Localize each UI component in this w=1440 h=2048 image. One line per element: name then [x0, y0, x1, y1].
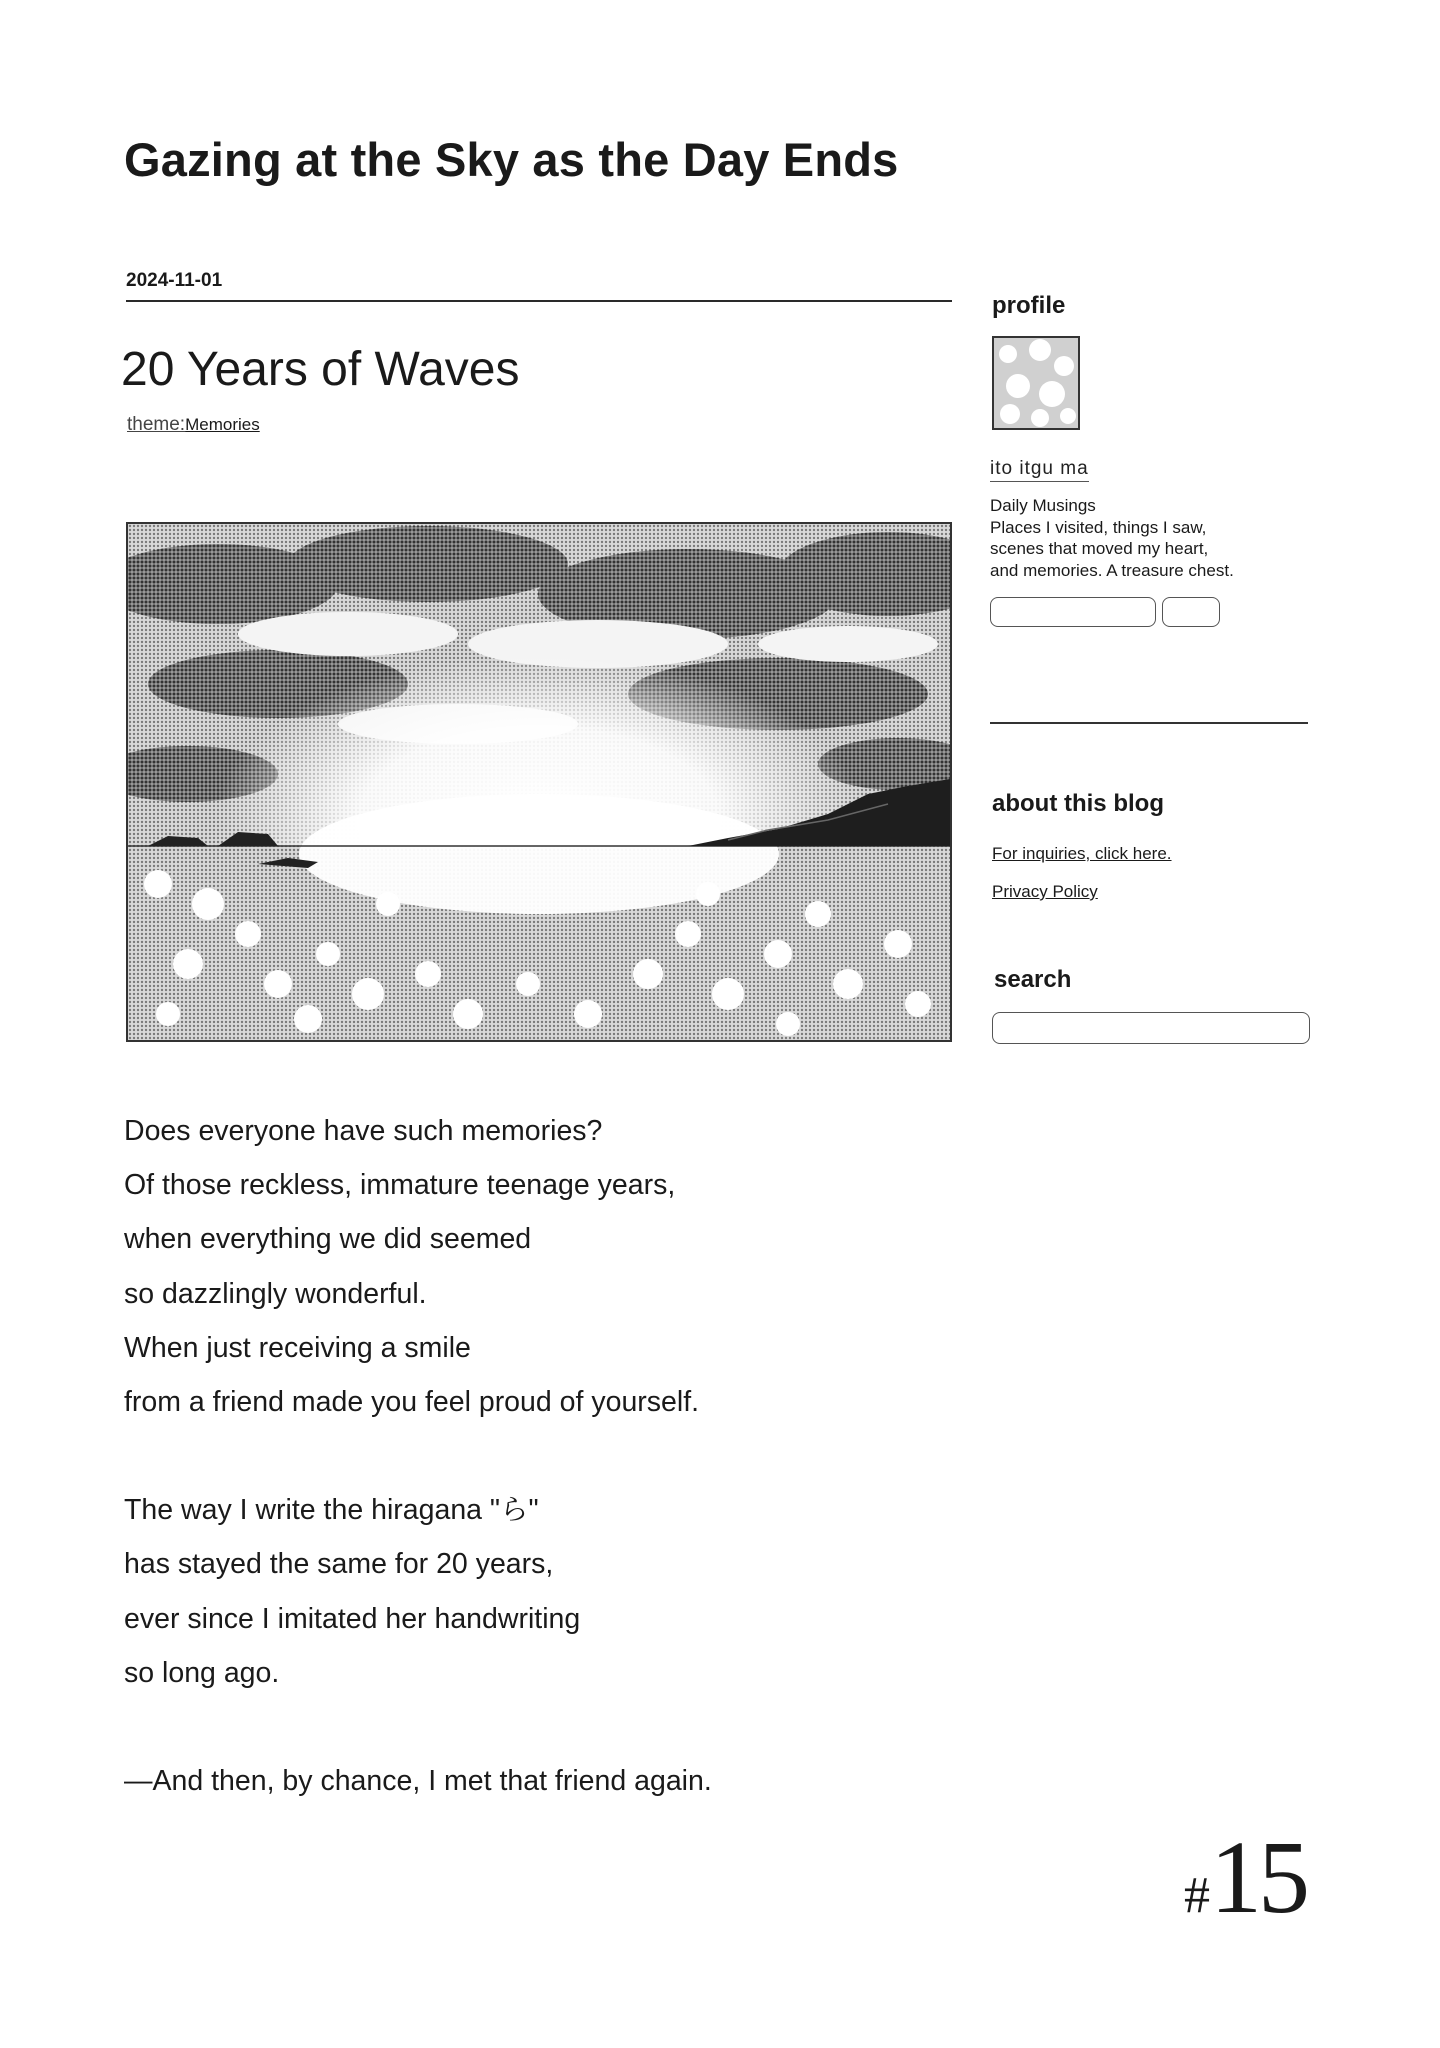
- profile-description: [990, 495, 1290, 581]
- post-title[interactable]: 20 Years of Waves: [121, 343, 520, 396]
- body-line: so dazzlingly wonderful.: [124, 1277, 427, 1310]
- inquiries-link[interactable]: For inquiries, click here.: [992, 844, 1172, 863]
- paragraph-gap: [124, 1429, 944, 1483]
- avatar-image: [994, 338, 1078, 428]
- subscribe-button[interactable]: [1162, 597, 1220, 627]
- body-line: so long ago.: [124, 1656, 280, 1689]
- post-hero-image: [126, 522, 952, 1042]
- paragraph-gap: [124, 1700, 944, 1754]
- profile-heading: profile: [992, 292, 1066, 319]
- about-heading: about this blog: [992, 790, 1164, 817]
- follow-button[interactable]: [990, 597, 1156, 627]
- chapter-hash: #: [1184, 1867, 1210, 1924]
- body-line: when everything we did seemed: [124, 1223, 532, 1256]
- avatar[interactable]: [992, 336, 1080, 430]
- sunset-sea-image: [128, 524, 950, 1040]
- blog-title[interactable]: Gazing at the Sky as the Day Ends: [124, 133, 899, 186]
- chapter-number-value: 15: [1210, 1820, 1306, 1935]
- theme-link-memories[interactable]: Memories: [185, 415, 260, 434]
- search-input[interactable]: [992, 1012, 1310, 1044]
- body-line: Does everyone have such memories?: [124, 1115, 603, 1147]
- body-line: Of those reckless, immature teenage years,: [124, 1169, 676, 1202]
- sidebar-divider: [990, 722, 1308, 724]
- profile-description-line: Daily Musings: [990, 496, 1096, 515]
- post-body: [124, 1104, 944, 1808]
- profile-description-line: and memories. A treasure chest.: [990, 560, 1234, 580]
- body-line: ever since I imitated her handwriting: [124, 1602, 581, 1635]
- profile-name[interactable]: ito itgu ma: [990, 458, 1089, 482]
- profile-description-line: Places I visited, things I saw,: [990, 517, 1207, 537]
- theme-label[interactable]: theme:: [127, 414, 186, 435]
- privacy-policy-link[interactable]: Privacy Policy: [992, 882, 1098, 901]
- search-heading: search: [994, 966, 1072, 993]
- profile-description-line: scenes that moved my heart,: [990, 539, 1209, 558]
- date-divider: [126, 300, 952, 302]
- chapter-number: [1184, 1818, 1306, 1937]
- body-line: When just receiving a smile: [124, 1331, 471, 1364]
- post-date: 2024-11-01: [126, 270, 223, 291]
- body-line: has stayed the same for 20 years,: [124, 1548, 554, 1581]
- body-line: —And then, by chance, I met that friend again.: [124, 1765, 712, 1798]
- post-theme: [127, 414, 260, 436]
- body-line: from a friend made you feel proud of yourself.: [124, 1386, 700, 1419]
- body-line: The way I write the hiragana "ら": [124, 1494, 539, 1527]
